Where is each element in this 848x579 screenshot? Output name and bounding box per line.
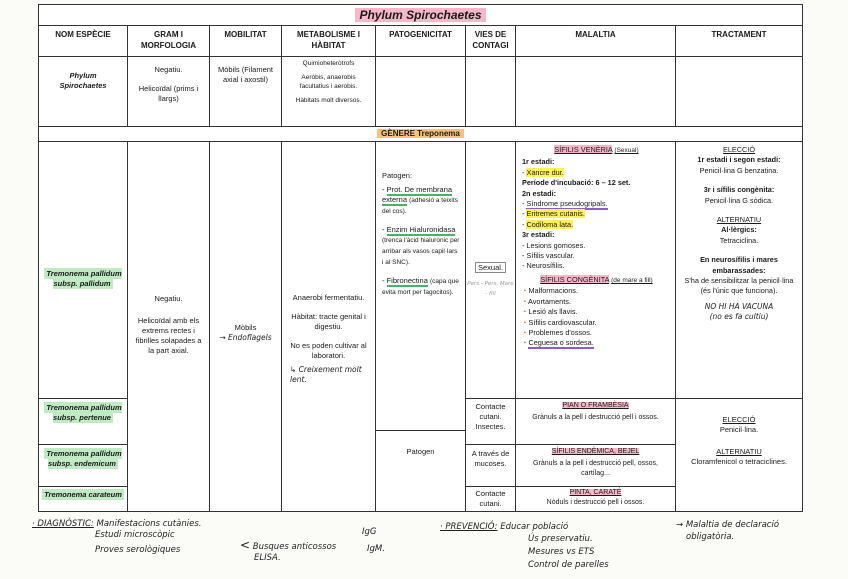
stage1-item-text: Xancre dur. [526, 167, 564, 177]
tract2-eleccio: ELECCIÓ [722, 415, 756, 424]
congenita-item-2-text: Avortaments. [528, 296, 571, 306]
stage2-item-2: - Eritremes cutanis. [522, 209, 585, 219]
prev-label: · PREVENCIÓ: [440, 522, 498, 532]
tractament-pallidum [676, 141, 802, 399]
patogen-item-3-desc: (capa que evita mort per fagocitos). [382, 278, 459, 296]
diag-igm: IgM. [367, 544, 385, 554]
contagi-pallidum [466, 141, 516, 399]
stage2-item-3-text: Codiloma lata. [526, 219, 574, 229]
header-gram: GRAM I MORFOLOGIA [128, 25, 210, 57]
treponema-gram [128, 141, 210, 512]
patogen-label: Patogen: [382, 171, 413, 180]
phylum-patogenicitat-empty [376, 57, 466, 127]
stage2-label: 2n estadi: [522, 188, 557, 198]
tract2-ed: Penicil·lina. [719, 425, 759, 434]
patogen-cell-2: Patogen [376, 431, 466, 512]
sifilis-congenita-tag: (de mare a fill) [611, 276, 653, 284]
header-mobilitat: MOBILITAT [210, 25, 282, 57]
tract2-altd: Cloramfenicol o tetraciclines. [691, 457, 787, 466]
congenita-item-5: ◔ Problemes d'ossos. [522, 327, 592, 337]
phylum-gram [128, 57, 210, 127]
patogen-item-2: - Enzim Hialuronidasa (trenca l'àcid hialurònic per arribar als vasos capil·lars i al SNC). [382, 225, 460, 266]
phylum-gram-type: Negatiu. [154, 65, 183, 74]
phylum-contagi-empty [466, 57, 516, 127]
phylum-metabolisme [282, 57, 376, 127]
header-malaltia: MALALTIA [516, 25, 676, 57]
treponema-mobil: Mòbils [234, 323, 257, 332]
phylum-malaltia-empty [516, 57, 676, 127]
pinta-desc: Nòduls i destrucció pell i ossos. [546, 499, 645, 506]
footer-prevencio [440, 522, 568, 533]
contagi-carateum: Contacte cutani. [466, 487, 516, 512]
treponema-met-3: No es poden cultivar al laboratori. [290, 341, 367, 360]
header-nom-especie: NOM ESPÈCIE [39, 25, 128, 57]
malaltia-carateum [516, 487, 676, 512]
genere-header [39, 127, 802, 142]
treponema-metabolisme [282, 141, 376, 512]
sifilis-venerea-title: SÍFILIS VENÈRIA [554, 145, 613, 154]
tract1-e1d: Penicil·lina G benzatina. [699, 165, 779, 175]
stage3-item-2-text: Sífilis vascular. [526, 251, 575, 261]
pinta-title: PINTA, CARATÉ [569, 489, 622, 496]
prev-line-1: Educar població [500, 522, 569, 532]
stage3-item-1-text: Lesions gomoses. [526, 240, 586, 250]
header-patogenicitat: PATOGENICITAT [376, 25, 466, 57]
diag-branch: < Busques anticossos [240, 538, 337, 552]
sifilis-congenita-title: SÍFILIS CONGÈNITA [540, 274, 610, 284]
declaracio-line-1: → Malaltia de declaració [676, 520, 780, 530]
diag-elisa: ELISA. [254, 553, 281, 563]
stage2-item-3: - Codiloma lata. [522, 219, 574, 229]
stage1-item: - Xancre dur. [522, 167, 564, 177]
species-carateum [39, 487, 128, 512]
tract1-neuro: En neurosífilis i mares embarassades: [700, 255, 778, 275]
contagi-pertenue: Contacte cutani. Insectes. [466, 399, 516, 445]
congenita-item-3: ◔ Lesió als llavis. [522, 307, 578, 317]
phylum-name: Phylum Spirochaetes [39, 57, 128, 127]
header-metabolisme: METABOLISME I HÀBITAT [282, 25, 376, 57]
prev-line-2: Ús preservatiu. [528, 534, 593, 544]
congenita-item-4: ◔ Sífilis cardiovascular. [522, 317, 597, 327]
species-carateum-label: Tremonema carateum [44, 490, 122, 499]
species-pallidum-label: Tremonema pallidum subsp. pallidum [46, 269, 122, 288]
contagi-hand-note: Pers.- Pers. Mare - fill [467, 281, 514, 297]
phylum-tractament-empty [676, 57, 802, 127]
declaracio-line-2: obligatòria. [686, 532, 735, 542]
phylum-met-1: Quimioheteròtrofs [302, 60, 355, 67]
phylum-met-2: Aeròbis, anaerobis facultatius i aerobis. [299, 74, 358, 90]
diag-line-2: Estudi microscòpic [95, 530, 175, 540]
patogen-item-2-name: Enzim Hialuronidasa [386, 225, 456, 234]
sifilis-congenita-heading [522, 275, 671, 286]
tract1-alt: ALTERNATIU [716, 215, 762, 225]
genere-text: GÈNERE Treponema [377, 129, 464, 138]
pian-title: PIAN O FRAMBÈSIA [562, 402, 629, 409]
treponema-met-1: Anaerobi fermentatiu. [292, 293, 365, 302]
stage1-label: 1r estadi: [522, 157, 555, 167]
stage3-item-1: - Lesions gomoses. [522, 240, 586, 250]
header-vies-contagi: VIES DE CONTAGI [466, 25, 516, 57]
patogen-item-1-name: Prot. De membrana externa [382, 185, 453, 204]
stage2-item-1-text: Síndrome pseudogripals. [526, 199, 608, 209]
treponema-creixement: ↳ Creixement molt lent. [290, 365, 362, 384]
species-pertenue [39, 399, 128, 445]
stage2-item-1: - Síndrome pseudogripals. [522, 199, 608, 209]
diag-line-3: Proves serològiques [95, 545, 181, 555]
congenita-item-1: ◔ Malformacions. [522, 286, 578, 296]
tract2-alt: ALTERNATIU [716, 447, 762, 456]
congenita-item-6: ◔ Ceguesa o sordesa. [522, 338, 594, 348]
tract1-alt1d: Tetraciclina. [719, 235, 759, 245]
tract1-e2d: Penicil·lina G sòdica. [704, 195, 774, 205]
malaltia-pertenue [516, 399, 676, 445]
diag-igg: IgG [362, 527, 377, 537]
endemica-title: SÍFILIS ENDÈMICA, BEJEL [551, 448, 640, 455]
treponema-mobilitat [210, 141, 282, 512]
tract1-e2: 3r i sífilis congènita: [703, 185, 775, 195]
prev-line-4: Control de parelles [528, 560, 609, 570]
species-endemicum [39, 445, 128, 487]
species-pertenue-label: Tremonema pallidum subsp. pertenue [46, 403, 122, 422]
diag-label: · DIAGNÒSTIC: [32, 519, 94, 529]
stage2-item-2-text: Eritremes cutanis. [526, 209, 585, 219]
sifilis-venerea-tag: (Sexual) [614, 147, 639, 154]
congenita-item-5-text: Problemes d'ossos. [528, 327, 592, 337]
incubacio: Període d'incubació: 6 – 12 set. [522, 178, 631, 188]
phylum-met-3: Hàbitats molt diversos. [295, 97, 362, 104]
tract1-e1: 1r estadi i segon estadi: [697, 155, 781, 165]
contagi-endemicum: A través de mucoses. [466, 445, 516, 487]
congenita-item-6-text: Ceguesa o sordesa. [528, 338, 594, 348]
species-endemicum-label: Tremonema pallidum subsp. endemicum [46, 449, 122, 468]
treponema-gram-type: Negatiu. [154, 294, 183, 303]
page-title [39, 5, 802, 26]
phylum-morphology: Helicoïdal (prims i llargs) [138, 84, 199, 103]
species-pallidum [39, 141, 128, 399]
congenita-item-3-text: Lesió als llavis. [528, 307, 578, 317]
congenita-item-4-text: Sífilis cardiovascular. [528, 317, 597, 327]
tract1-neurod: S'ha de sensibilitzar la penicil·lina (és l'únic que funciona). [684, 276, 794, 296]
malaltia-endemicum [516, 445, 676, 487]
treponema-endoflagels: → Endoflagels [219, 333, 272, 342]
stage3-item-3-text: Neurosífilis. [526, 261, 565, 271]
tract1-vacuna: NO HI HA VACUNA [704, 301, 774, 311]
sifilis-venerea-heading [522, 145, 671, 156]
header-tractament: TRACTAMENT [676, 25, 802, 57]
stage3-item-3: - Neurosífilis. [522, 261, 565, 271]
tract1-vacuna2: (no es fa cultiu) [709, 312, 769, 322]
footer-diagnostic [32, 519, 201, 530]
diag-line-1: Manifestacions cutànies. [96, 519, 202, 529]
endemica-desc: Grànuls a la pell i destrucció pell, ossos, cartílag... [533, 460, 658, 477]
tractament-others [676, 399, 802, 512]
patogen-item-3-name: Fibronectina [386, 276, 428, 285]
phylum-mobilitat: Mòbils (Filament axial i axostil) [210, 57, 282, 127]
treponema-met-2: Hàbitat: tracte genital i digestiu. [291, 312, 366, 331]
notes-sheet [38, 4, 803, 512]
patogen-item-3: - Fibronectina (capa que evita mort per fagocitos). [382, 276, 459, 296]
patogen-item-1: - Prot. De membrana externa (adhesió a teixits del cos). [382, 185, 458, 215]
congenita-item-2: ◔ Avortaments. [522, 296, 571, 306]
tract1-alt1: Al·lèrgics: [721, 225, 757, 235]
pian-desc: Grànuls a la pell i destrucció pell i ossos. [532, 414, 659, 421]
contagi-sexual: Sexual. [475, 262, 506, 273]
patogen-item-2-desc: (trenca l'àcid hialurònic per arribar als vasos capil·lars i al SNC). [382, 237, 460, 266]
patogen-item-1-desc: (adhesió a teixits del cos). [382, 197, 458, 215]
stage3-label: 3r estadi: [522, 230, 555, 240]
treponema-patogenicitat [376, 141, 466, 431]
stage3-item-2: - Sífilis vascular. [522, 251, 575, 261]
diag-branch-text: Busques anticossos [252, 542, 337, 552]
tract1-eleccio: ELECCIÓ [722, 145, 756, 154]
title-text: Phylum Spirochaetes [355, 8, 485, 22]
congenita-item-1-text: Malformacions. [528, 286, 578, 296]
malaltia-pallidum [516, 141, 676, 399]
prev-line-3: Mesures vs ETS [528, 547, 595, 557]
treponema-morphology: Helicoïdal amb els extrems rectes i fibrilles solapades a la part axial. [135, 316, 202, 355]
